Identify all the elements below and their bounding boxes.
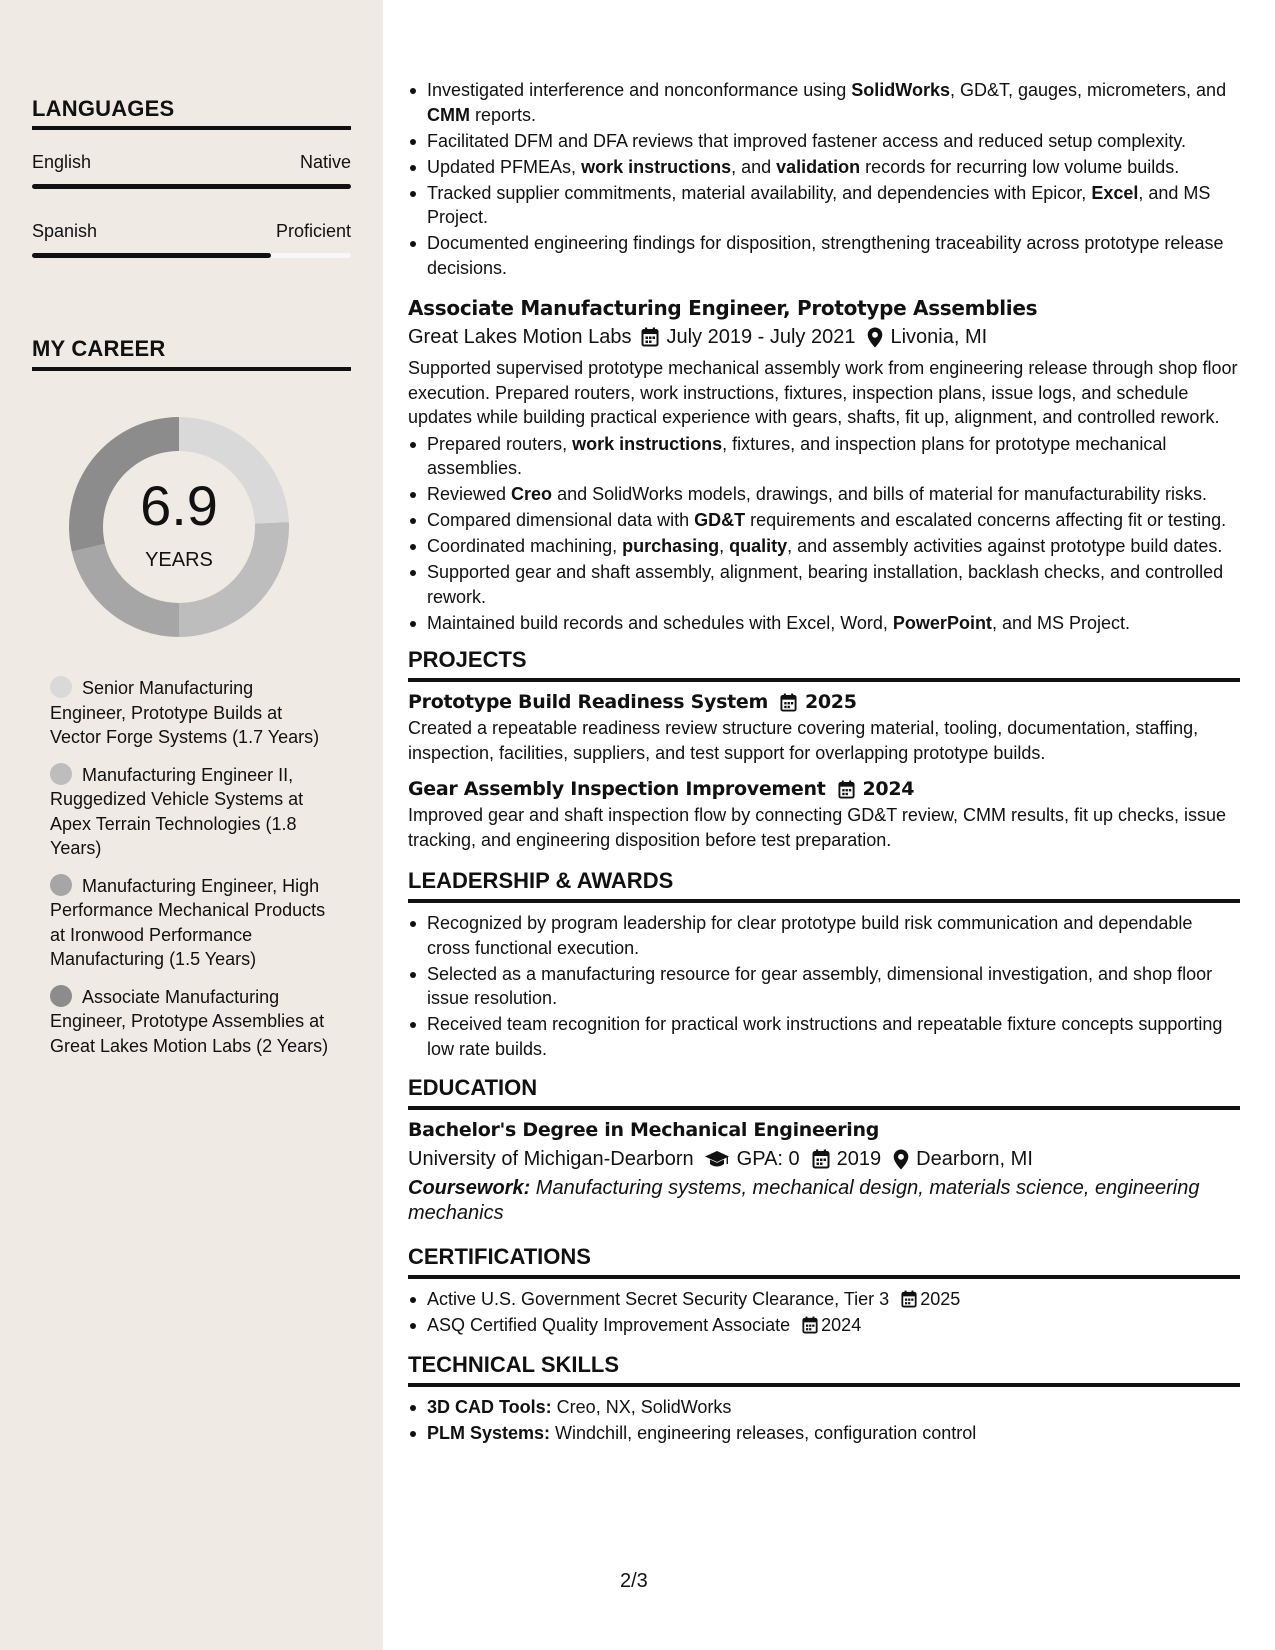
job-company: Great Lakes Motion Labs xyxy=(408,326,632,348)
job-bullets xyxy=(408,432,1240,636)
career-item-text: Manufacturing Engineer, High Performance Mechanical Products at Ironwood Performance Manufacturing (1.5 Years) xyxy=(50,875,326,969)
text-run: Prepared routers, xyxy=(427,433,573,454)
sidebar xyxy=(0,0,383,1650)
school-location: Dearborn, MI xyxy=(916,1148,1033,1170)
text-run: Documented engineering findings for disposition, strengthening traceability across prototype release decisions. xyxy=(427,233,1224,278)
certification-year: 2025 xyxy=(920,1289,961,1309)
leadership-heading-rule xyxy=(408,899,1240,903)
text-run: , fixtures, and inspection plans for prototype mechanical assemblies. xyxy=(427,433,1167,478)
bold-keyword: Creo xyxy=(511,484,553,504)
career-color-dot xyxy=(50,985,72,1007)
language-proficiency-bar-english xyxy=(32,184,351,189)
technical-skills-list xyxy=(408,1395,1240,1446)
bullet-item xyxy=(408,231,1240,280)
text-run: , xyxy=(719,536,730,556)
certification-item xyxy=(408,1287,1240,1312)
bullet-item xyxy=(408,482,1240,507)
bold-keyword: work instructions xyxy=(572,433,723,454)
certifications-heading-rule xyxy=(408,1275,1240,1279)
skill-value: Creo, NX, SolidWorks xyxy=(551,1396,732,1417)
text-run: requirements and escalated concerns affecting fit or testing. xyxy=(745,510,1227,530)
skill-value: Windchill, engineering releases, configuration control xyxy=(550,1422,977,1443)
language-proficiency-fill xyxy=(32,184,351,189)
bullet-item xyxy=(408,78,1240,127)
bold-keyword: quality xyxy=(729,536,788,556)
bold-keyword: GD&T xyxy=(694,510,746,530)
career-donut-chart xyxy=(66,414,292,640)
technical-skills-heading: TECHNICAL SKILLS xyxy=(408,1351,620,1377)
skill-label: PLM Systems: xyxy=(427,1422,551,1443)
text-run: , and MS Project. xyxy=(427,182,1211,227)
bullet-item: Selected as a manufacturing resource for gear assembly, dimensional investigation, and shop floor issue resolution. xyxy=(408,962,1240,1011)
career-item xyxy=(50,763,332,861)
graduation-cap-icon xyxy=(704,1150,730,1168)
certifications-list xyxy=(408,1287,1240,1338)
bullet-item xyxy=(408,611,1240,636)
coursework-label: Coursework: xyxy=(408,1177,531,1199)
job-title: Associate Manufacturing Engineer, Prototype Assemblies xyxy=(408,296,1038,320)
text-run: Compared dimensional data with xyxy=(427,510,695,530)
leadership-list xyxy=(408,911,1240,1061)
language-name: Spanish xyxy=(32,221,98,241)
job-meta xyxy=(408,322,1240,352)
career-item-text: Associate Manufacturing Engineer, Prototype Assemblies at Great Lakes Motion Labs (2 Years) xyxy=(50,986,329,1056)
project-year: 2024 xyxy=(862,778,915,800)
project-description: Created a repeatable readiness review structure covering material, tooling, documentation, staffing, inspection, facilities, suppliers, and test support for overlapping prototype builds. xyxy=(408,718,1199,763)
project-title-row xyxy=(408,775,1240,803)
text-run: Reviewed xyxy=(427,484,512,504)
language-level: Native xyxy=(299,152,351,172)
main-content xyxy=(408,78,1240,1447)
education-heading-rule xyxy=(408,1106,1240,1110)
project-description: Improved gear and shaft inspection flow by connecting GD&T review, CMM results, fit up checks, issue tracking, and engineering disposition before test preparation. xyxy=(408,805,1227,850)
text-run: Coordinated machining, xyxy=(427,536,623,556)
text-run: Supported gear and shaft assembly, alignment, bearing installation, backlash checks, and controlled rework. xyxy=(427,562,1224,607)
school-name: University of Michigan-Dearborn xyxy=(408,1148,694,1170)
language-proficiency-fill xyxy=(32,253,271,258)
career-item xyxy=(50,874,332,972)
language-level: Proficient xyxy=(275,221,351,241)
education-heading: EDUCATION xyxy=(408,1075,538,1100)
bullet-item xyxy=(408,129,1240,154)
bullet-item: Received team recognition for practical work instructions and repeatable fixture concepts supporting low rate builds. xyxy=(408,1012,1240,1061)
calendar-icon xyxy=(641,327,659,347)
bullet-item xyxy=(408,560,1240,609)
career-heading-rule xyxy=(32,367,351,371)
language-name: English xyxy=(32,152,92,172)
text-run: , and xyxy=(731,156,777,177)
career-item-text: Manufacturing Engineer II, Ruggedized Vehicle Systems at Apex Terrain Technologies (1.8 Years) xyxy=(50,764,304,858)
skill-label: 3D CAD Tools: xyxy=(427,1396,552,1417)
gpa: GPA: 0 xyxy=(736,1148,800,1170)
job-dates: July 2019 - July 2021 xyxy=(666,326,856,348)
certifications-heading: CERTIFICATIONS xyxy=(408,1244,591,1269)
bold-keyword: work instructions xyxy=(581,156,732,177)
bold-keyword: purchasing xyxy=(622,536,720,556)
text-run: , and assembly activities against prototype build dates. xyxy=(787,536,1223,556)
previous-job-bullets xyxy=(408,78,1240,280)
calendar-icon xyxy=(901,1290,917,1308)
career-item xyxy=(50,985,332,1059)
text-run: records for recurring low volume builds. xyxy=(860,156,1180,177)
technical-skills-heading-rule xyxy=(408,1383,1240,1387)
map-pin-icon xyxy=(867,327,883,348)
calendar-icon xyxy=(838,780,855,799)
certification-name: Active U.S. Government Secret Security Clearance, Tier 3 xyxy=(427,1289,890,1309)
skill-item xyxy=(408,1421,1240,1446)
total-years-label: YEARS xyxy=(145,549,213,571)
career-list xyxy=(50,676,332,1071)
bold-keyword: PowerPoint xyxy=(892,612,992,633)
text-run: Facilitated DFM and DFA reviews that improved fastener access and reduced setup complexity. xyxy=(427,130,1187,151)
career-color-dot xyxy=(50,763,72,785)
page-number: 2/3 xyxy=(620,1570,648,1592)
text-run: Maintained build records and schedules with Excel, Word, xyxy=(427,612,893,633)
text-run: , GD&T, gauges, micrometers, and xyxy=(949,80,1227,100)
language-row-spanish xyxy=(32,221,351,242)
certification-name: ASQ Certified Quality Improvement Associate xyxy=(427,1315,791,1335)
education-meta xyxy=(408,1144,1240,1174)
calendar-icon xyxy=(812,1149,830,1169)
career-color-dot xyxy=(50,874,72,896)
project-title: Prototype Build Readiness System xyxy=(408,691,768,713)
career-color-dot xyxy=(50,676,72,698)
text-run: Tracked supplier commitments, material availability, and dependencies with Epicor, xyxy=(427,182,1092,203)
certification-item xyxy=(408,1313,1240,1338)
bullet-item: Recognized by program leadership for clear prototype build risk communication and dependable cross functional execution. xyxy=(408,911,1240,960)
leadership-heading: LEADERSHIP & AWARDS xyxy=(408,868,674,893)
language-proficiency-bar-spanish xyxy=(32,253,351,258)
degree-title: Bachelor's Degree in Mechanical Engineering xyxy=(408,1119,880,1141)
text-run: , and MS Project. xyxy=(991,612,1130,633)
languages-heading: LANGUAGES xyxy=(32,96,175,121)
career-item-text: Senior Manufacturing Engineer, Prototype Builds at Vector Forge Systems (1.7 Years) xyxy=(50,678,320,747)
bullet-item xyxy=(408,181,1240,230)
calendar-icon xyxy=(802,1316,818,1334)
bold-keyword: validation xyxy=(776,156,861,177)
bullet-item xyxy=(408,432,1240,481)
project-title-row xyxy=(408,688,1240,716)
languages-heading-rule xyxy=(32,126,351,130)
bullet-item xyxy=(408,155,1240,180)
coursework-text: Manufacturing systems, mechanical design, materials science, engineering mechanics xyxy=(408,1177,1200,1224)
certification-year: 2024 xyxy=(821,1315,862,1335)
project-title: Gear Assembly Inspection Improvement xyxy=(408,778,826,800)
projects-heading: PROJECTS xyxy=(408,647,527,672)
text-run: Investigated interference and nonconformance using xyxy=(427,80,852,100)
job-location: Livonia, MI xyxy=(890,326,988,348)
text-run: Updated PFMEAs, xyxy=(427,156,582,177)
language-row-english xyxy=(32,152,351,173)
career-heading: MY CAREER xyxy=(32,336,166,361)
bold-keyword: CMM xyxy=(427,104,470,125)
skill-item xyxy=(408,1395,1240,1420)
job-summary: Supported supervised prototype mechanical assembly work from engineering release through shop floor execution. Prepared routers, work instructions, fixtures, inspection plans, issue logs, and schedule updates while building practical experience with gears, shafts, fit up, alignment, and controlled rework. xyxy=(408,358,1238,427)
coursework xyxy=(408,1176,1240,1226)
projects-heading-rule xyxy=(408,678,1240,682)
total-years-value: 6.9 xyxy=(140,474,218,537)
text-run: reports. xyxy=(470,104,537,125)
text-run: and SolidWorks models, drawings, and bills of material for manufacturability risks. xyxy=(552,484,1207,504)
graduation-year: 2019 xyxy=(836,1148,882,1170)
bullet-item xyxy=(408,534,1240,559)
bold-keyword: SolidWorks xyxy=(851,80,950,100)
career-item xyxy=(50,676,332,750)
project-year: 2025 xyxy=(804,691,857,713)
donut-segment xyxy=(179,522,289,637)
bold-keyword: Excel xyxy=(1091,182,1139,203)
calendar-icon xyxy=(780,693,797,712)
map-pin-icon xyxy=(893,1149,909,1170)
bullet-item xyxy=(408,508,1240,533)
